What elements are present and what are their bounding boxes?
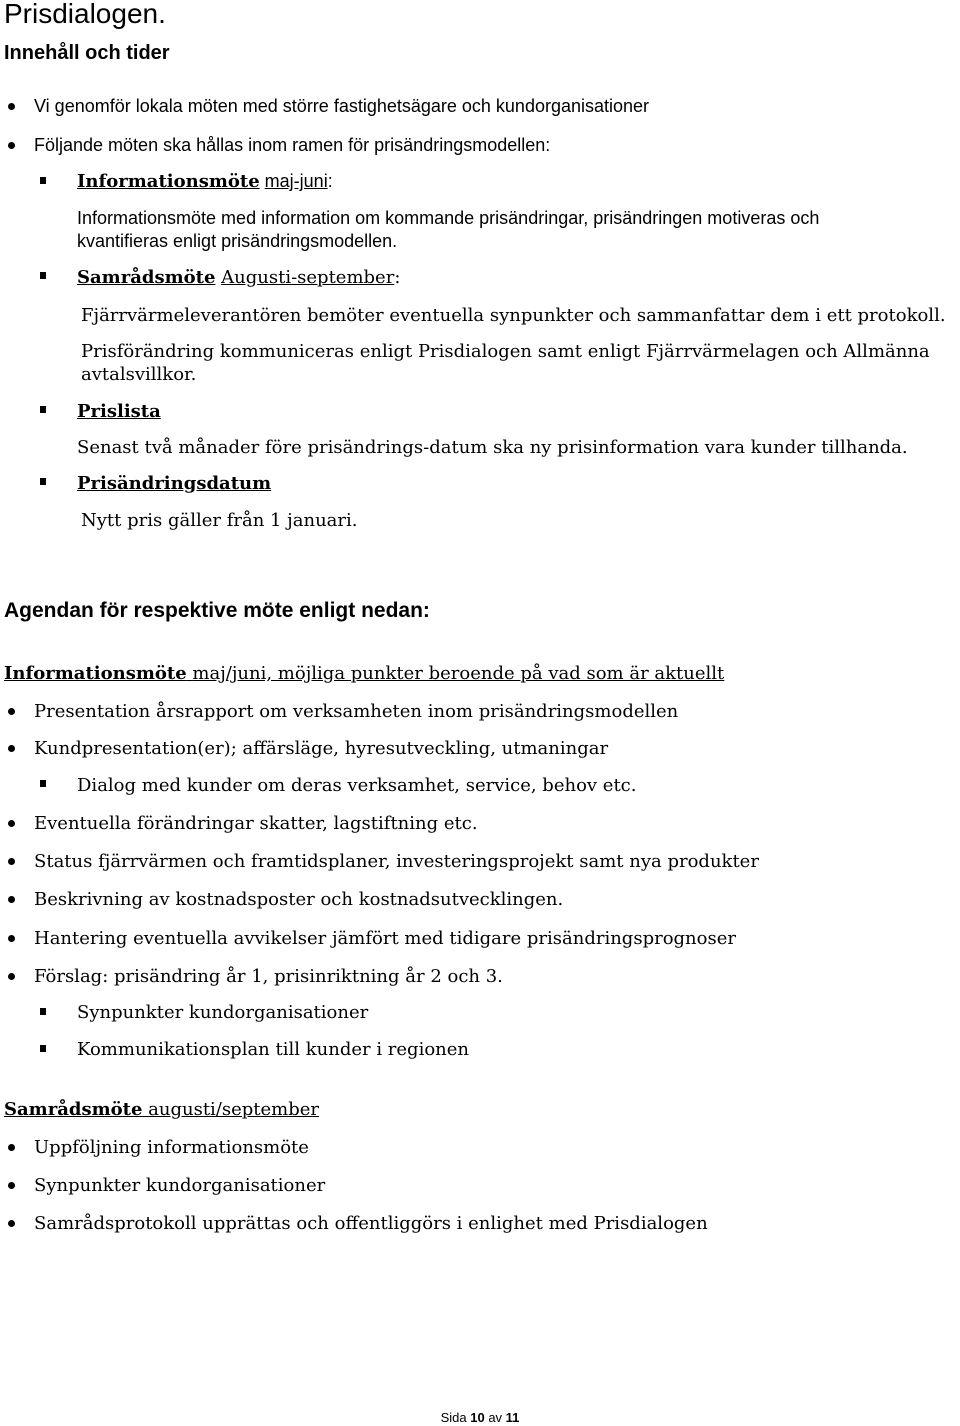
meeting-prislista-name: Prislista — [77, 401, 161, 422]
page-title: Prisdialogen. — [4, 0, 166, 29]
intro-item: Följande möten ska hållas inom ramen för prisändringsmodellen: — [34, 135, 551, 155]
bullet-icon — [8, 103, 15, 110]
bullet-icon — [8, 858, 15, 865]
agenda-info-subitem: Dialog med kunder om deras verksamhet, service, behov etc. — [77, 775, 637, 796]
square-bullet-icon — [40, 1008, 46, 1015]
agenda-info-item: Beskrivning av kostnadsposter och kostnadsutvecklingen. — [34, 889, 564, 910]
bullet-icon — [8, 935, 15, 942]
agenda-samrad-item: Synpunkter kundorganisationer — [34, 1175, 326, 1196]
footer-page-number: 10 — [470, 1410, 485, 1425]
meeting-info-heading: Informationsmöte maj-juni: — [77, 171, 333, 192]
footer-prefix: Sida — [440, 1410, 467, 1425]
meeting-datum-desc: Nytt pris gäller från 1 januari. — [81, 510, 358, 531]
agenda-samrad-rest: augusti/september — [148, 1099, 320, 1120]
meeting-info-desc: kvantifieras enligt prisändringsmodellen. — [77, 231, 398, 251]
agenda-samrad-item: Uppföljning informationsmöte — [34, 1137, 309, 1158]
agenda-info-item: Presentation årsrapport om verksamheten inom prisändringsmodellen — [34, 701, 679, 722]
meeting-info-period: maj-juni — [264, 171, 328, 191]
square-bullet-icon — [40, 272, 46, 279]
bullet-icon — [8, 142, 15, 149]
agenda-samrad-item: Samrådsprotokoll upprättas och offentliggörs i enlighet med Prisdialogen — [34, 1213, 708, 1234]
footer-total-pages: 11 — [505, 1410, 520, 1425]
square-bullet-icon — [40, 478, 46, 485]
agenda-info-subitem: Kommunikationsplan till kunder i regionen — [77, 1039, 470, 1060]
agenda-info-item: Kundpresentation(er); affärsläge, hyresutveckling, utmaningar — [34, 738, 609, 759]
agenda-samrad-name: Samrådsmöte — [4, 1099, 143, 1120]
bullet-icon — [8, 1220, 15, 1227]
section-subtitle: Innehåll och tider — [4, 42, 170, 64]
intro-item: Vi genomför lokala möten med större fastighetsägare och kundorganisationer — [34, 96, 650, 116]
bullet-icon — [8, 1182, 15, 1189]
agenda-samrad-heading — [4, 1098, 319, 1121]
agenda-info-item: Eventuella förändringar skatter, lagstiftning etc. — [34, 813, 478, 834]
square-bullet-icon — [40, 177, 46, 184]
meeting-samrad-period: Augusti-september — [221, 267, 395, 288]
agenda-info-rest: maj/juni, möjliga punkter beroende på vad som är aktuellt — [192, 663, 725, 684]
meeting-info-name: Informationsmöte — [77, 171, 260, 192]
bullet-icon — [8, 973, 15, 980]
bullet-icon — [8, 820, 15, 827]
meeting-samrad-desc: Fjärrvärmeleverantören bemöter eventuella synpunkter och sammanfattar dem i ett protokoll. — [81, 305, 946, 326]
agenda-info-item: Hantering eventuella avvikelser jämfört med tidigare prisändringsprognoser — [34, 928, 736, 949]
square-bullet-icon — [40, 406, 46, 413]
bullet-icon — [8, 745, 15, 752]
bullet-icon — [8, 896, 15, 903]
agenda-info-item: Status fjärrvärmen och framtidsplaner, investeringsprojekt samt nya produkter — [34, 851, 759, 872]
square-bullet-icon — [40, 1045, 46, 1052]
agenda-info-name: Informationsmöte — [4, 663, 187, 684]
agenda-info-heading — [4, 662, 724, 685]
agenda-heading: Agendan för respektive möte enligt nedan: — [4, 599, 430, 622]
meeting-samrad-desc: Prisförändring kommuniceras enligt Prisdialogen samt enligt Fjärrvärmelagen och Allmänna — [81, 341, 930, 362]
agenda-info-item: Förslag: prisändring år 1, prisinriktning år 2 och 3. — [34, 966, 503, 987]
agenda-info-subitem: Synpunkter kundorganisationer — [77, 1002, 369, 1023]
page-footer — [0, 1410, 960, 1425]
footer-mid: av — [488, 1410, 503, 1425]
square-bullet-icon — [40, 780, 46, 787]
meeting-prislista-desc: Senast två månader före prisändrings-datum ska ny prisinformation vara kunder tillhanda. — [77, 437, 908, 458]
bullet-icon — [8, 1144, 15, 1151]
meeting-samrad-desc: avtalsvillkor. — [81, 364, 197, 385]
meeting-datum-name: Prisändringsdatum — [77, 473, 272, 494]
bullet-icon — [8, 708, 15, 715]
meeting-samrad-name: Samrådsmöte — [77, 267, 216, 288]
meeting-samrad-heading: Samrådsmöte Augusti-september: — [77, 267, 401, 288]
meeting-info-desc: Informationsmöte med information om kommande prisändringar, prisändringen motiveras och — [77, 208, 820, 228]
